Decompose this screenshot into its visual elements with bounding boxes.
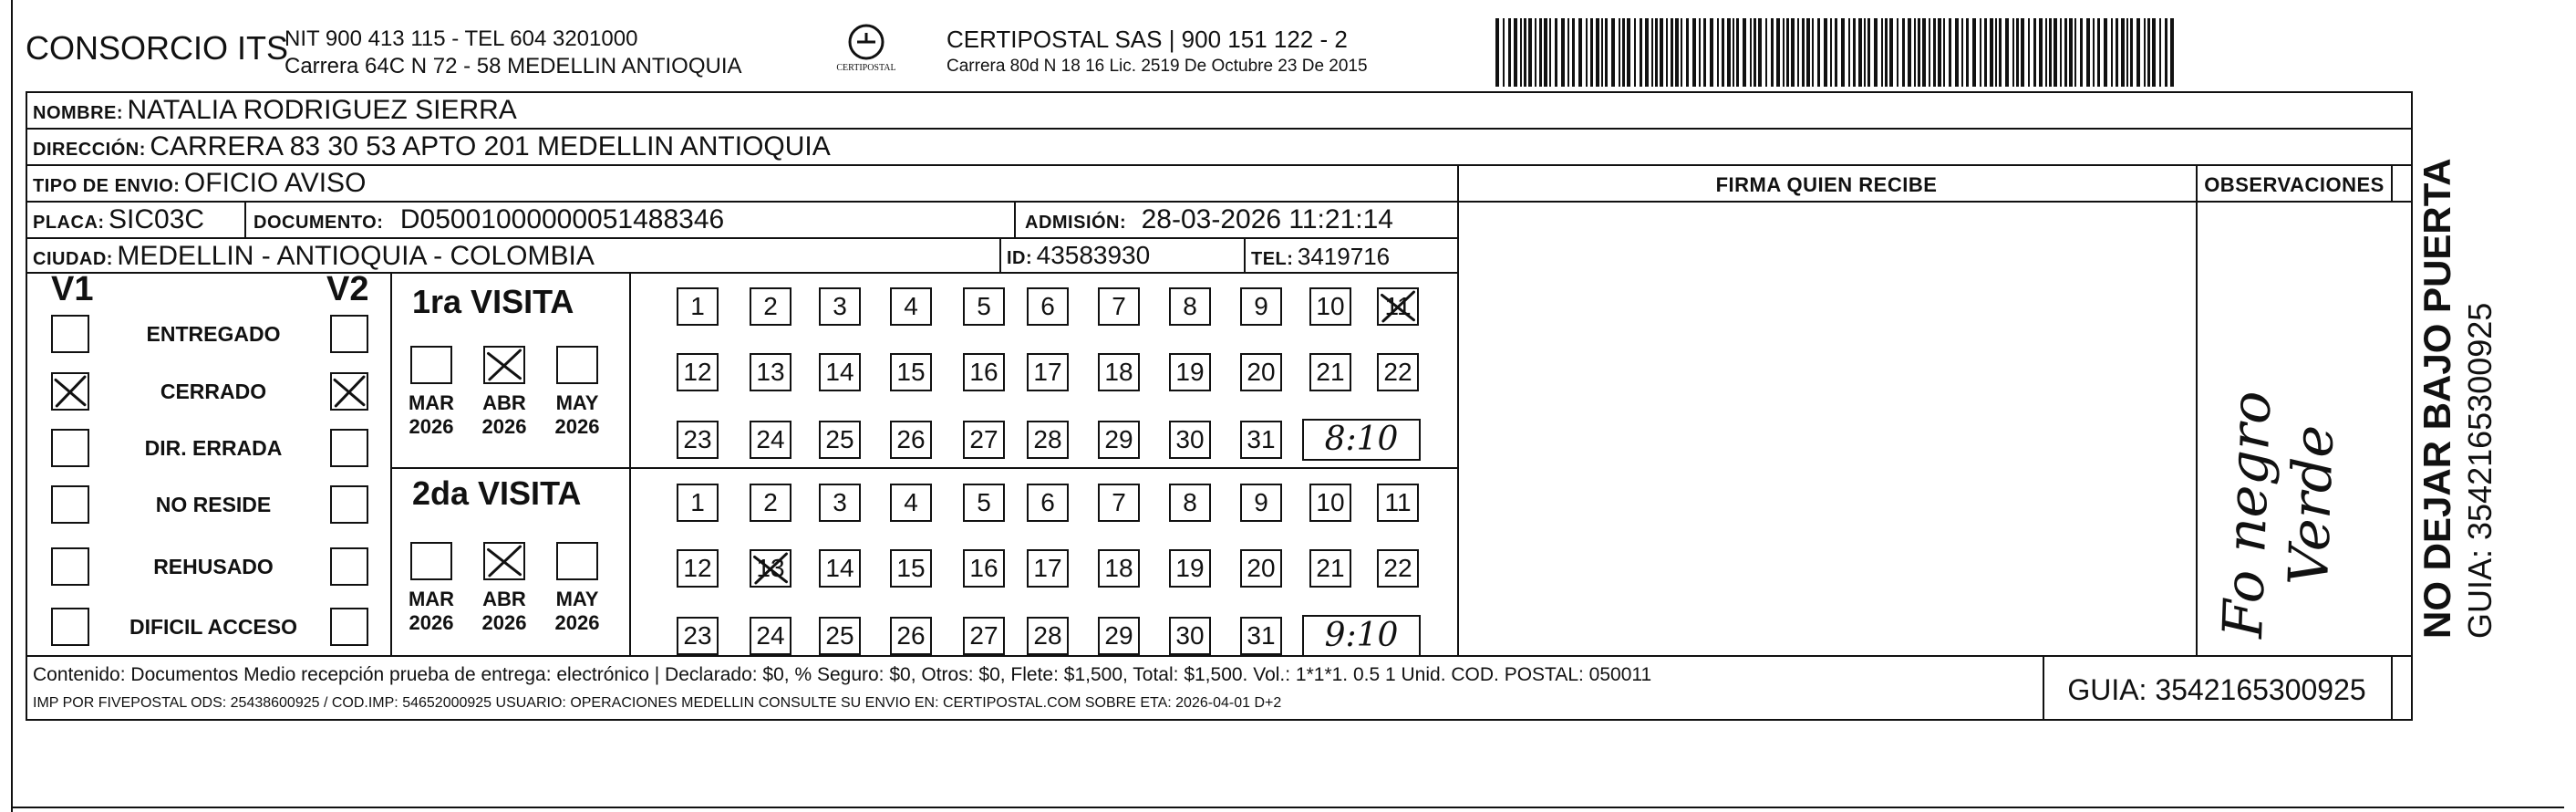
month-check-mark — [483, 346, 525, 384]
day-box[interactable]: 15 — [890, 353, 932, 391]
placa-row — [33, 204, 204, 235]
row-line — [26, 164, 2413, 166]
day-box[interactable]: 28 — [1027, 617, 1069, 655]
barcode-bar — [2028, 18, 2030, 87]
barcode-bar — [1640, 18, 1642, 87]
month-label: ABR 2026 — [481, 391, 527, 438]
barcode-bar — [1874, 18, 1878, 87]
barcode-bar — [1733, 18, 1734, 87]
barcode-bar — [2039, 18, 2043, 87]
side-guia: GUIA: 3542165300925 — [2461, 302, 2498, 639]
status-label: DIFICIL ACCESO — [129, 615, 297, 639]
barcode-bar — [1590, 18, 1593, 87]
barcode-bar — [1622, 18, 1625, 87]
side-text — [2415, 91, 2524, 639]
nombre-label: NOMBRE: — [33, 103, 124, 123]
barcode-bar — [1660, 18, 1663, 87]
status-divider — [390, 272, 392, 655]
day-box[interactable]: 26 — [890, 421, 932, 459]
day-box[interactable]: 30 — [1169, 617, 1211, 655]
day-box[interactable]: 8 — [1169, 484, 1211, 522]
barcode — [1495, 18, 2179, 87]
day-box[interactable]: 19 — [1169, 549, 1211, 588]
admision-value: 28-03-2026 11:21:14 — [1141, 204, 1393, 234]
cell-line — [244, 203, 246, 237]
barcode-bar — [1503, 18, 1505, 87]
barcode-bar — [2033, 18, 2036, 87]
barcode-bar — [1841, 18, 1845, 87]
barcode-bar — [1495, 18, 1499, 87]
tipo-label: TIPO DE ENVIO: — [33, 176, 181, 196]
day-box[interactable]: 6 — [1027, 287, 1069, 326]
visit1-title: 1ra VISITA — [412, 283, 574, 320]
time-handwritten: 8:10 — [1302, 419, 1421, 461]
firma-divider — [1457, 164, 1459, 655]
ciudad-row — [33, 241, 595, 272]
status-label: REHUSADO — [153, 555, 274, 578]
barcode-bar — [1528, 18, 1532, 87]
v1-checkbox[interactable] — [51, 608, 89, 646]
barcode-bar — [2170, 18, 2174, 87]
day-box[interactable]: 1 — [677, 484, 719, 522]
barcode-bar — [1675, 18, 1679, 87]
barcode-bar — [1710, 18, 1713, 87]
barcode-bar — [1586, 18, 1588, 87]
day-box[interactable]: 16 — [963, 353, 1005, 391]
row-line — [26, 655, 2413, 657]
v1-checkbox[interactable] — [51, 485, 89, 524]
barcode-bar — [1961, 18, 1963, 87]
cell-line — [1244, 239, 1246, 272]
certipostal-logo-icon — [846, 22, 886, 62]
barcode-bar — [1938, 18, 1941, 87]
v2-check-mark — [330, 372, 368, 411]
barcode-bar — [1727, 18, 1731, 87]
barcode-bar — [2016, 18, 2019, 87]
barcode-bar — [1864, 18, 1866, 87]
day-box[interactable]: 18 — [1098, 353, 1140, 391]
tipo-value: OFICIO AVISO — [183, 168, 367, 198]
month-divider — [629, 272, 631, 655]
barcode-bar — [1908, 18, 1911, 87]
certipostal-address: Carrera 80d N 18 16 Lic. 2519 De Octubre 23 De 2015 — [947, 57, 1368, 76]
barcode-bar — [2086, 18, 2090, 87]
barcode-bar — [1824, 18, 1827, 87]
barcode-bar — [1933, 18, 1936, 87]
certipostal-line: CERTIPOSTAL SAS | 900 151 122 - 2 — [947, 26, 1348, 53]
day-box[interactable]: 8 — [1169, 287, 1211, 326]
direccion-label: DIRECCIÓN: — [33, 140, 146, 160]
day-box[interactable]: 23 — [677, 617, 719, 655]
documento-row — [253, 204, 724, 235]
barcode-bar — [1686, 18, 1689, 87]
barcode-bar — [1812, 18, 1814, 87]
barcode-bar — [1990, 18, 1993, 87]
barcode-bar — [1651, 18, 1653, 87]
company-address: Carrera 64C N 72 - 58 MEDELLIN ANTIOQUIA — [284, 54, 742, 78]
cell-line — [1014, 203, 1016, 237]
day-box[interactable]: 6 — [1027, 484, 1069, 522]
barcode-bar — [1736, 18, 1739, 87]
day-box[interactable]: 4 — [890, 287, 932, 326]
observaciones-label: OBSERVACIONES — [2204, 173, 2385, 196]
status-label: NO RESIDE — [155, 493, 272, 516]
cell-line — [999, 239, 1001, 272]
barcode-bar — [2080, 18, 2083, 87]
barcode-bar — [1520, 18, 1522, 87]
cell-line — [2391, 164, 2393, 201]
id-value: 43583930 — [1036, 241, 1151, 269]
v2-label: V2 — [326, 270, 369, 308]
ciudad-label: CIUDAD: — [33, 249, 113, 269]
day-box[interactable]: 4 — [890, 484, 932, 522]
day-box[interactable]: 12 — [677, 549, 719, 588]
page-bottom-edge — [11, 807, 2564, 808]
barcode-bar — [1572, 18, 1575, 87]
barcode-bar — [1858, 18, 1862, 87]
v2-checkbox[interactable] — [330, 315, 368, 353]
barcode-bar — [2012, 18, 2014, 87]
day-box[interactable]: 9 — [1240, 484, 1282, 522]
barcode-bar — [1758, 18, 1762, 87]
barcode-bar — [1885, 18, 1888, 87]
barcode-bar — [1972, 18, 1976, 87]
observaciones-handwriting — [2198, 365, 2380, 648]
barcode-bar — [1743, 18, 1746, 87]
day-box[interactable]: 25 — [819, 421, 861, 459]
day-box[interactable]: 22 — [1377, 549, 1419, 588]
barcode-bar — [2104, 18, 2107, 87]
day-box[interactable]: 11 — [1377, 287, 1419, 326]
barcode-bar — [1645, 18, 1649, 87]
barcode-bar — [1889, 18, 1893, 87]
id-row — [1007, 241, 1150, 270]
row-line — [26, 237, 1457, 239]
barcode-bar — [1929, 18, 1930, 87]
day-box[interactable]: 27 — [963, 421, 1005, 459]
v2-checkbox[interactable] — [330, 429, 368, 467]
day-box[interactable]: 3 — [819, 484, 861, 522]
nit-line: NIT 900 413 115 - TEL 604 3201000 — [284, 26, 638, 51]
barcode-bar — [1655, 18, 1658, 87]
barcode-bar — [1722, 18, 1724, 87]
barcode-bar — [2097, 18, 2100, 87]
barcode-bar — [1881, 18, 1883, 87]
barcode-bar — [1771, 18, 1774, 87]
barcode-bar — [1578, 18, 1582, 87]
barcode-bar — [1561, 18, 1565, 87]
month-checkbox[interactable] — [410, 542, 452, 580]
month-label: MAY 2026 — [554, 588, 600, 634]
day-check-mark — [750, 549, 791, 588]
barcode-bar — [2147, 18, 2150, 87]
day-box[interactable]: 3 — [819, 287, 861, 326]
day-box[interactable]: 27 — [963, 617, 1005, 655]
day-box[interactable]: 20 — [1240, 353, 1282, 391]
barcode-bar — [2144, 18, 2146, 87]
barcode-bar — [1514, 18, 1517, 87]
barcode-bar — [2045, 18, 2047, 87]
v1-label: V1 — [51, 270, 94, 308]
barcode-bar — [2165, 18, 2167, 87]
day-box[interactable]: 29 — [1098, 421, 1140, 459]
time-handwritten: 9:10 — [1302, 615, 1421, 657]
barcode-bar — [1605, 18, 1608, 87]
day-box[interactable]: 17 — [1027, 353, 1069, 391]
barcode-bar — [1754, 18, 1756, 87]
day-box[interactable]: 2 — [750, 484, 791, 522]
documento-label: DOCUMENTO: — [253, 213, 384, 233]
barcode-bar — [1848, 18, 1850, 87]
barcode-bar — [1835, 18, 1837, 87]
day-box[interactable]: 13 — [750, 353, 791, 391]
barcode-bar — [2130, 18, 2133, 87]
barcode-bar — [1750, 18, 1752, 87]
day-box[interactable]: 5 — [963, 484, 1005, 522]
side-warning: NO DEJAR BAJO PUERTA — [2416, 158, 2458, 639]
v1-checkbox[interactable] — [51, 315, 89, 353]
barcode-bar — [2159, 18, 2161, 87]
status-label: ENTREGADO — [146, 322, 281, 346]
admision-label: ADMISIÓN: — [1025, 213, 1127, 233]
barcode-bar — [1703, 18, 1706, 87]
barcode-bar — [1601, 18, 1603, 87]
day-box[interactable]: 7 — [1098, 287, 1140, 326]
barcode-bar — [1802, 18, 1805, 87]
row-line — [26, 128, 2413, 130]
month-label: MAY 2026 — [554, 391, 600, 438]
day-box[interactable]: 22 — [1377, 353, 1419, 391]
month-label: MAR 2026 — [408, 391, 455, 438]
v1-check-mark — [51, 372, 89, 411]
visit-divider — [390, 467, 1457, 469]
month-checkbox[interactable] — [556, 346, 598, 384]
barcode-bar — [1671, 18, 1673, 87]
day-box[interactable]: 18 — [1098, 549, 1140, 588]
tel-value: 3419716 — [1297, 243, 1391, 270]
day-box[interactable]: 10 — [1309, 287, 1351, 326]
day-box[interactable]: 19 — [1169, 353, 1211, 391]
barcode-bar — [2054, 18, 2057, 87]
barcode-bar — [1955, 18, 1959, 87]
barcode-bar — [2111, 18, 2113, 87]
day-box[interactable]: 28 — [1027, 421, 1069, 459]
barcode-bar — [1830, 18, 1832, 87]
barcode-bar — [1817, 18, 1820, 87]
company-name: CONSORCIO ITS — [26, 29, 289, 67]
day-box[interactable]: 9 — [1240, 287, 1282, 326]
day-box[interactable]: 30 — [1169, 421, 1211, 459]
day-box[interactable]: 11 — [1377, 484, 1419, 522]
month-check-mark — [483, 542, 525, 580]
barcode-bar — [1902, 18, 1905, 87]
day-box[interactable]: 31 — [1240, 617, 1282, 655]
barcode-bar — [1806, 18, 1810, 87]
barcode-bar — [2060, 18, 2062, 87]
row-line — [2384, 91, 2413, 93]
barcode-bar — [1567, 18, 1569, 87]
month-checkbox[interactable] — [410, 346, 452, 384]
firma-label: FIRMA QUIEN RECIBE — [1715, 173, 1938, 196]
nombre-value: NATALIA RODRIGUEZ SIERRA — [127, 95, 517, 125]
barcode-bar — [2069, 18, 2073, 87]
barcode-bar — [1681, 18, 1682, 87]
barcode-bar — [1914, 18, 1916, 87]
logo-caption: CERTIPOSTAL — [836, 63, 896, 73]
barcode-bar — [1596, 18, 1599, 87]
v2-checkbox[interactable] — [330, 547, 368, 586]
barcode-bar — [2126, 18, 2128, 87]
day-box[interactable]: 10 — [1309, 484, 1351, 522]
obs-line-2: Verde — [2277, 423, 2347, 588]
barcode-bar — [1791, 18, 1795, 87]
day-box[interactable]: 2 — [750, 287, 791, 326]
barcode-bar — [1555, 18, 1557, 87]
direccion-row — [33, 131, 831, 162]
barcode-bar — [1634, 18, 1636, 87]
day-box[interactable]: 5 — [963, 287, 1005, 326]
barcode-bar — [1966, 18, 1969, 87]
barcode-bar — [2049, 18, 2052, 87]
barcode-bar — [1666, 18, 1668, 87]
admision-row — [1025, 204, 1393, 235]
barcode-bar — [2116, 18, 2118, 87]
tipo-row — [33, 168, 366, 199]
barcode-bar — [1867, 18, 1870, 87]
barcode-bar — [1627, 18, 1630, 87]
day-box[interactable]: 21 — [1309, 353, 1351, 391]
row-line — [26, 201, 2413, 203]
status-label: DIR. ERRADA — [144, 436, 283, 460]
barcode-bar — [1776, 18, 1780, 87]
day-box[interactable]: 17 — [1027, 549, 1069, 588]
day-box[interactable]: 21 — [1309, 549, 1351, 588]
day-box[interactable]: 13 — [750, 549, 791, 588]
barcode-bar — [1619, 18, 1620, 87]
v1-checkbox[interactable] — [51, 429, 89, 467]
tel-row — [1251, 243, 1390, 271]
day-box[interactable]: 26 — [890, 617, 932, 655]
barcode-bar — [1897, 18, 1898, 87]
barcode-bar — [1922, 18, 1926, 87]
barcode-bar — [1984, 18, 1987, 87]
tel-label: TEL: — [1251, 249, 1294, 269]
day-box[interactable]: 29 — [1098, 617, 1140, 655]
day-box[interactable]: 16 — [963, 549, 1005, 588]
barcode-bar — [1853, 18, 1856, 87]
month-label: MAR 2026 — [408, 588, 455, 634]
barcode-bar — [1535, 18, 1536, 87]
day-box[interactable]: 14 — [819, 353, 861, 391]
barcode-bar — [1918, 18, 1920, 87]
barcode-bar — [1765, 18, 1767, 87]
imp-text: IMP POR FIVEPOSTAL ODS: 25438600925 / COD.IMP: 54652000925 USUARIO: OPERACIONES MEDELLIN CONSULTE SU ENVIO EN: CERTIPOSTAL.COM SOBRE ETA: 2026-04-01 D+2 — [33, 695, 1282, 711]
barcode-bar — [1783, 18, 1785, 87]
day-box[interactable]: 24 — [750, 617, 791, 655]
barcode-bar — [1995, 18, 1997, 87]
barcode-bar — [1699, 18, 1701, 87]
v2-checkbox[interactable] — [330, 485, 368, 524]
barcode-bar — [1717, 18, 1719, 87]
barcode-bar — [1692, 18, 1696, 87]
day-box[interactable]: 24 — [750, 421, 791, 459]
visit2-title: 2da VISITA — [412, 474, 582, 512]
day-box[interactable]: 23 — [677, 421, 719, 459]
status-label: CERRADO — [160, 380, 267, 403]
obs-line-1: Fo negro — [2211, 390, 2284, 640]
cell-line — [2391, 655, 2393, 721]
barcode-bar — [2021, 18, 2024, 87]
barcode-bar — [2152, 18, 2156, 87]
v2-checkbox[interactable] — [330, 608, 368, 646]
barcode-bar — [1797, 18, 1799, 87]
page-edge — [11, 0, 13, 812]
barcode-bar — [1524, 18, 1526, 87]
barcode-bar — [1786, 18, 1789, 87]
day-box[interactable]: 12 — [677, 353, 719, 391]
id-label: ID: — [1007, 248, 1033, 268]
certipostal-logo — [825, 22, 907, 73]
day-box[interactable]: 14 — [819, 549, 861, 588]
barcode-bar — [2093, 18, 2095, 87]
day-box[interactable]: 7 — [1098, 484, 1140, 522]
barcode-bar — [1508, 18, 1511, 87]
barcode-bar — [1539, 18, 1542, 87]
day-check-mark — [1377, 287, 1419, 326]
barcode-bar — [1999, 18, 2002, 87]
day-box[interactable]: 31 — [1240, 421, 1282, 459]
month-checkbox[interactable] — [556, 542, 598, 580]
ciudad-value: MEDELLIN - ANTIOQUIA - COLOMBIA — [117, 241, 595, 271]
day-box[interactable]: 15 — [890, 549, 932, 588]
day-box[interactable]: 20 — [1240, 549, 1282, 588]
footer-guia: GUIA: 3542165300925 — [2067, 673, 2366, 706]
barcode-bar — [2064, 18, 2067, 87]
direccion-value: CARRERA 83 30 53 APTO 201 MEDELLIN ANTIOQUIA — [150, 131, 831, 161]
barcode-bar — [1949, 18, 1951, 87]
day-box[interactable]: 1 — [677, 287, 719, 326]
barcode-bar — [1549, 18, 1551, 87]
barcode-bar — [2074, 18, 2076, 87]
row-line — [26, 272, 1457, 274]
barcode-bar — [1980, 18, 1981, 87]
contenido-text: Contenido: Documentos Medio recepción prueba de entrega: electrónico | Declarado: $0, % Seguro: $0, Otros: $0, Flete: $1,500, Total: $1,500. Vol.: 1*1*1. 0.5 1 Unid. COD. POSTAL: 050011 — [33, 664, 1652, 685]
barcode-bar — [2136, 18, 2140, 87]
placa-label: PLACA: — [33, 213, 105, 233]
barcode-bar — [1611, 18, 1615, 87]
day-box[interactable]: 25 — [819, 617, 861, 655]
documento-value: D05001000000051488346 — [399, 204, 725, 234]
barcode-bar — [1544, 18, 1547, 87]
barcode-bar — [2005, 18, 2009, 87]
v1-checkbox[interactable] — [51, 547, 89, 586]
barcode-bar — [1943, 18, 1945, 87]
month-label: ABR 2026 — [481, 588, 527, 634]
barcode-bar — [2121, 18, 2125, 87]
placa-value: SIC03C — [109, 204, 205, 234]
nombre-row — [33, 95, 517, 126]
